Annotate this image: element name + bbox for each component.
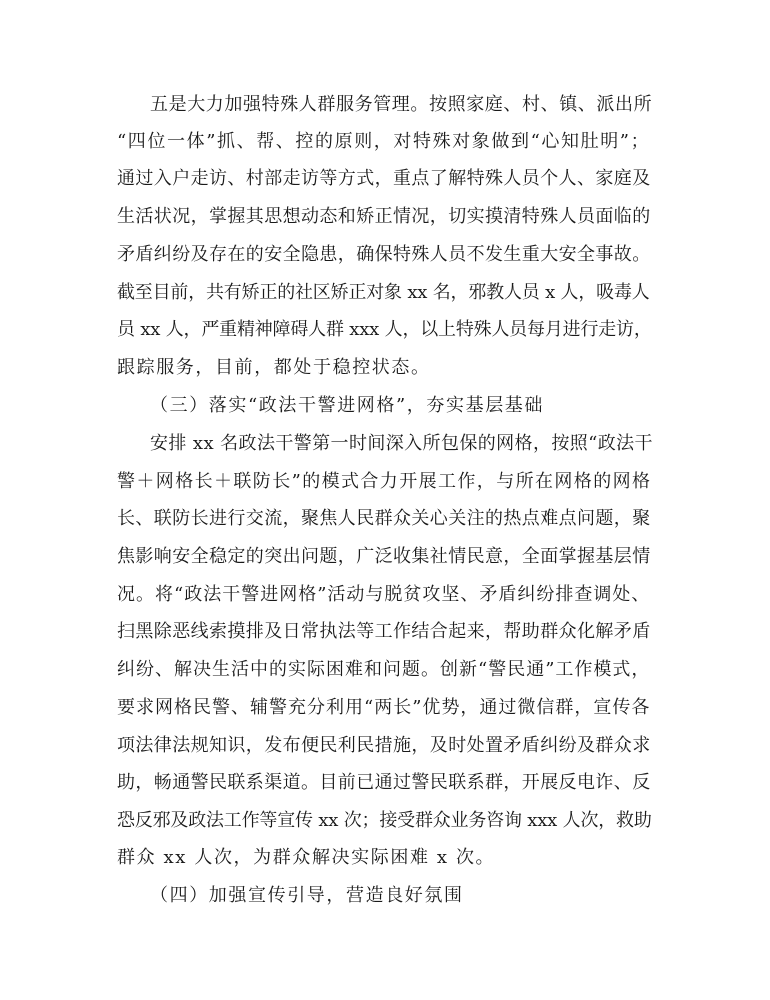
paragraph-line: 群众 xx 人次，为群众解决实际困难 x 次。 <box>117 847 496 868</box>
paragraph-line: 员 xx 人，严重精神障碍人群 xxx 人，以上特殊人员每月进行走访， <box>117 319 652 340</box>
paragraph-line: 截至目前，共有矫正的社区矫正对象 xx 名，邪教人员 x 人，吸毒人 <box>117 282 650 303</box>
paragraph-line: 长、联防长进行交流，聚焦人民群众关心关注的热点难点问题，聚 <box>117 508 651 529</box>
paragraph-line: 纠纷、解决生活中的实际困难和问题。创新“警民通”工作模式， <box>117 659 651 680</box>
paragraph-line: 焦影响安全稳定的突出问题，广泛收集社情民意，全面掌握基层情 <box>117 546 651 567</box>
paragraph-line: 五是大力加强特殊人群服务管理。按照家庭、村、镇、派出所 <box>150 94 653 115</box>
paragraph-line: 生活状况，掌握其思想动态和矫正情况，切实摸清特殊人员面临的 <box>117 206 651 227</box>
paragraph-line: 助，畅通警民联系渠道。目前已通过警民联系群，开展反电诈、反 <box>117 772 651 793</box>
paragraph-line: 通过入户走访、村部走访等方式，重点了解特殊人员个人、家庭及 <box>117 168 651 189</box>
paragraph-line: 项法律法规知识，发布便民利民措施，及时处置矛盾纠纷及群众求 <box>117 735 651 756</box>
paragraph-line: “四位一体”抓、帮、控的原则，对特殊对象做到“心知肚明”； <box>117 131 651 152</box>
paragraph-line: 恐反邪及政法工作等宣传 xx 次；接受群众业务咨询 xxx 人次，救助 <box>117 810 652 831</box>
paragraph-line: 安排 xx 名政法干警第一时间深入所包保的网格，按照“政法干 <box>150 433 653 454</box>
paragraph-line: 要求网格民警、辅警充分利用“两长”优势，通过微信群，宣传各 <box>117 697 651 718</box>
paragraph-line: 况。将“政法干警进网格”活动与脱贫攻坚、矛盾纠纷排查调处、 <box>117 584 651 605</box>
paragraph-line: 警＋网格长＋联防长”的模式合力开展工作，与所在网格的网格 <box>117 471 652 492</box>
paragraph-line: 扫黑除恶线索摸排及日常执法等工作结合起来，帮助群众化解矛盾 <box>117 621 651 642</box>
paragraph-line: 矛盾纠纷及存在的安全隐患，确保特殊人员不发生重大安全事故。 <box>117 244 651 265</box>
section-heading: （四）加强宣传引导，营造良好氛围 <box>150 885 464 906</box>
section-heading: （三）落实“政法干警进网格”，夯实基层基础 <box>150 395 545 416</box>
paragraph-line: 跟踪服务，目前，都处于稳控状态。 <box>117 357 431 378</box>
